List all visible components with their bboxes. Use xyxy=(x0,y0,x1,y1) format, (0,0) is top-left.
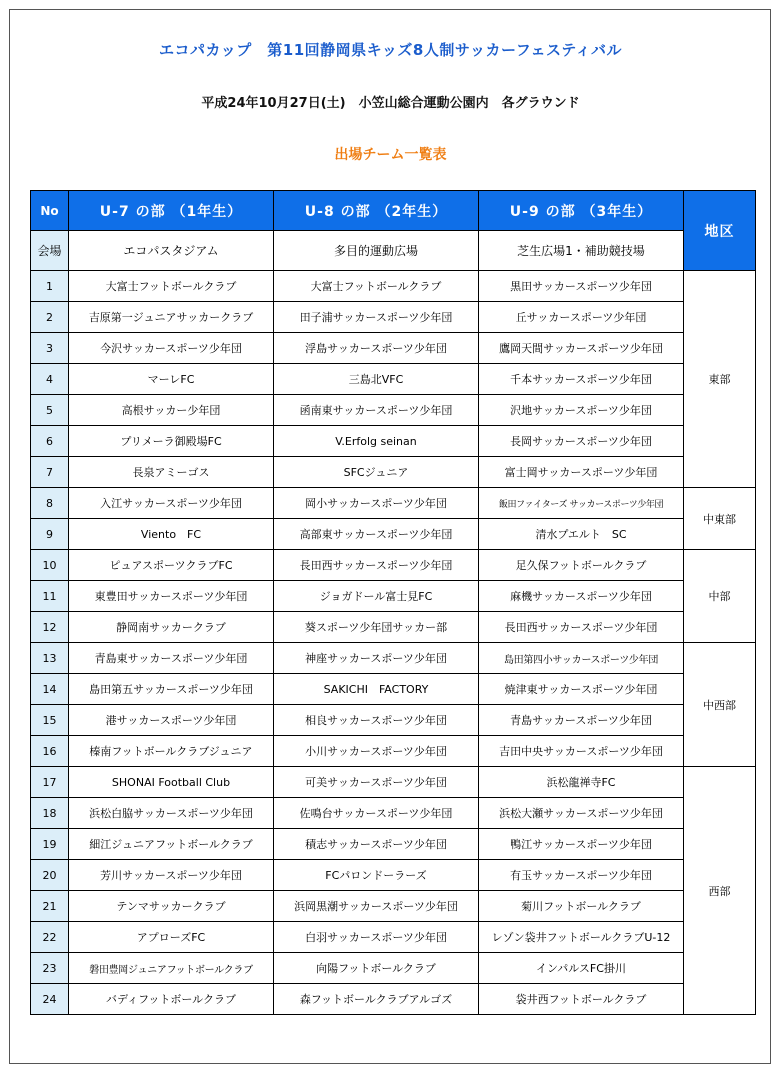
team-u7: 芳川サッカースポーツ少年団 xyxy=(69,860,274,891)
table-row xyxy=(31,798,756,829)
table-row xyxy=(31,705,756,736)
team-u8: 葵スポーツ少年団サッカー部 xyxy=(274,612,479,643)
row-number: 22 xyxy=(31,922,69,953)
row-number: 9 xyxy=(31,519,69,550)
team-u7: 長泉アミーゴス xyxy=(69,457,274,488)
venue-row xyxy=(31,231,756,271)
table-row xyxy=(31,519,756,550)
row-number: 5 xyxy=(31,395,69,426)
table-row xyxy=(31,333,756,364)
table-row xyxy=(31,953,756,984)
row-number: 11 xyxy=(31,581,69,612)
row-number: 3 xyxy=(31,333,69,364)
team-u8: 函南東サッカースポーツ少年団 xyxy=(274,395,479,426)
team-u9: 黒田サッカースポーツ少年団 xyxy=(479,271,684,302)
row-number: 20 xyxy=(31,860,69,891)
team-u7: SHONAI Football Club xyxy=(69,767,274,798)
team-u9: 吉田中央サッカースポーツ少年団 xyxy=(479,736,684,767)
team-u8: 森フットボールクラブアルゴズ xyxy=(274,984,479,1015)
team-u7: アプローズFC xyxy=(69,922,274,953)
region-cell: 東部 xyxy=(684,271,756,488)
team-u8: 長田西サッカースポーツ少年団 xyxy=(274,550,479,581)
row-number: 1 xyxy=(31,271,69,302)
team-u8: FCパロンドーラーズ xyxy=(274,860,479,891)
team-u9: 青島サッカースポーツ少年団 xyxy=(479,705,684,736)
team-u9: 菊川フットボールクラブ xyxy=(479,891,684,922)
team-u8: ジョガドール富士見FC xyxy=(274,581,479,612)
row-number: 16 xyxy=(31,736,69,767)
team-u9: 千本サッカースポーツ少年団 xyxy=(479,364,684,395)
team-u8: 相良サッカースポーツ少年団 xyxy=(274,705,479,736)
table-row xyxy=(31,736,756,767)
row-number: 13 xyxy=(31,643,69,674)
row-number: 17 xyxy=(31,767,69,798)
team-u8: 小川サッカースポーツ少年団 xyxy=(274,736,479,767)
team-u7: 島田第五サッカースポーツ少年団 xyxy=(69,674,274,705)
team-u9: 丘サッカースポーツ少年団 xyxy=(479,302,684,333)
team-u9: レゾン袋井フットボールクラブU-12 xyxy=(479,922,684,953)
team-u9: 長田西サッカースポーツ少年団 xyxy=(479,612,684,643)
row-number: 24 xyxy=(31,984,69,1015)
table-row xyxy=(31,612,756,643)
row-number: 12 xyxy=(31,612,69,643)
row-number: 10 xyxy=(31,550,69,581)
header-u7: U-7 の部 （1年生） xyxy=(69,191,274,231)
event-date-venue: 平成24年10月27日(土) 小笠山総合運動公園内 各グラウンド xyxy=(201,96,580,111)
table-header-row xyxy=(31,191,756,231)
region-cell: 中部 xyxy=(684,550,756,643)
team-u8: 向陽フットボールクラブ xyxy=(274,953,479,984)
team-u9: 島田第四小サッカースポーツ少年団 xyxy=(479,643,684,674)
venue-u9: 芝生広場1・補助競技場 xyxy=(479,231,684,271)
region-cell: 中東部 xyxy=(684,488,756,550)
team-u7: バディフットボールクラブ xyxy=(69,984,274,1015)
table-row xyxy=(31,767,756,798)
region-cell: 西部 xyxy=(684,767,756,1015)
table-row xyxy=(31,984,756,1015)
team-u7: 静岡南サッカークラブ xyxy=(69,612,274,643)
table-row xyxy=(31,674,756,705)
team-u8: 岡小サッカースポーツ少年団 xyxy=(274,488,479,519)
team-u9: 足久保フットボールクラブ xyxy=(479,550,684,581)
team-u7: 今沢サッカースポーツ少年団 xyxy=(69,333,274,364)
table-row xyxy=(31,364,756,395)
header-u8: U-8 の部 （2年生） xyxy=(274,191,479,231)
team-u8: 三島北VFC xyxy=(274,364,479,395)
team-u9: 清水プエルト SC xyxy=(479,519,684,550)
team-u8: 浮島サッカースポーツ少年団 xyxy=(274,333,479,364)
row-number: 18 xyxy=(31,798,69,829)
team-u9: 焼津東サッカースポーツ少年団 xyxy=(479,674,684,705)
team-u8: 佐鳴台サッカースポーツ少年団 xyxy=(274,798,479,829)
team-u8: 田子浦サッカースポーツ少年団 xyxy=(274,302,479,333)
table-row xyxy=(31,457,756,488)
row-number: 23 xyxy=(31,953,69,984)
team-u7: 浜松白脇サッカースポーツ少年団 xyxy=(69,798,274,829)
team-u7: ピュアスポーツクラブFC xyxy=(69,550,274,581)
team-u7: マーレFC xyxy=(69,364,274,395)
header-region: 地区 xyxy=(684,191,756,271)
team-u8: V.Erfolg seinan xyxy=(274,426,479,457)
row-number: 8 xyxy=(31,488,69,519)
team-u7: 東豊田サッカースポーツ少年団 xyxy=(69,581,274,612)
table-row xyxy=(31,860,756,891)
table-row xyxy=(31,550,756,581)
team-u8: 積志サッカースポーツ少年団 xyxy=(274,829,479,860)
document-subtitle: 出場チーム一覧表 xyxy=(334,147,447,163)
table-row xyxy=(31,302,756,333)
team-roster-table xyxy=(30,190,756,1015)
table-row xyxy=(31,891,756,922)
team-u7: 細江ジュニアフットボールクラブ xyxy=(69,829,274,860)
team-u7: テンマサッカークラブ xyxy=(69,891,274,922)
team-u7: 吉原第一ジュニアサッカークラブ xyxy=(69,302,274,333)
team-u9: 沢地サッカースポーツ少年団 xyxy=(479,395,684,426)
team-u7: 榛南フットボールクラブジュニア xyxy=(69,736,274,767)
row-number: 2 xyxy=(31,302,69,333)
row-number: 21 xyxy=(31,891,69,922)
team-u8: 高部東サッカースポーツ少年団 xyxy=(274,519,479,550)
team-u9: 鷹岡天間サッカースポーツ少年団 xyxy=(479,333,684,364)
header-no: No xyxy=(31,191,69,231)
team-u7: 港サッカースポーツ少年団 xyxy=(69,705,274,736)
row-number: 19 xyxy=(31,829,69,860)
table-row xyxy=(31,488,756,519)
row-number: 6 xyxy=(31,426,69,457)
team-u8: SFCジュニア xyxy=(274,457,479,488)
team-u8: SAKICHI FACTORY xyxy=(274,674,479,705)
table-row xyxy=(31,643,756,674)
team-u8: 大富士フットボールクラブ xyxy=(274,271,479,302)
team-u7: Viento FC xyxy=(69,519,274,550)
venue-u7: エコパスタジアム xyxy=(69,231,274,271)
table-row xyxy=(31,271,756,302)
team-u7: 青島東サッカースポーツ少年団 xyxy=(69,643,274,674)
venue-u8: 多目的運動広場 xyxy=(274,231,479,271)
team-u9: 浜松大瀬サッカースポーツ少年団 xyxy=(479,798,684,829)
team-u7: 大富士フットボールクラブ xyxy=(69,271,274,302)
team-u9: 飯田ファイターズ サッカースポーツ少年団 xyxy=(479,488,684,519)
row-number: 7 xyxy=(31,457,69,488)
team-u7: プリメーラ御殿場FC xyxy=(69,426,274,457)
team-u9: インパルスFC掛川 xyxy=(479,953,684,984)
team-u9: 有玉サッカースポーツ少年団 xyxy=(479,860,684,891)
table-row xyxy=(31,829,756,860)
header-u9: U-9 の部 （3年生） xyxy=(479,191,684,231)
team-u7: 磐田豊岡ジュニアフットボールクラブ xyxy=(69,953,274,984)
team-u9: 麻機サッカースポーツ少年団 xyxy=(479,581,684,612)
table-row xyxy=(31,426,756,457)
team-u7: 高根サッカー少年団 xyxy=(69,395,274,426)
team-u8: 神座サッカースポーツ少年団 xyxy=(274,643,479,674)
row-number: 4 xyxy=(31,364,69,395)
table-row xyxy=(31,581,756,612)
table-row xyxy=(31,395,756,426)
team-u8: 浜岡黒潮サッカースポーツ少年団 xyxy=(274,891,479,922)
row-number: 14 xyxy=(31,674,69,705)
team-u9: 袋井西フットボールクラブ xyxy=(479,984,684,1015)
table-row xyxy=(31,922,756,953)
team-u7: 入江サッカースポーツ少年団 xyxy=(69,488,274,519)
row-number: 15 xyxy=(31,705,69,736)
team-u9: 鴨江サッカースポーツ少年団 xyxy=(479,829,684,860)
team-u8: 可美サッカースポーツ少年団 xyxy=(274,767,479,798)
document-title: エコパカップ 第11回静岡県キッズ8人制サッカーフェスティバル xyxy=(158,41,623,59)
team-u9: 長岡サッカースポーツ少年団 xyxy=(479,426,684,457)
venue-label: 会場 xyxy=(31,231,69,271)
team-u8: 白羽サッカースポーツ少年団 xyxy=(274,922,479,953)
team-u9: 浜松龍禅寺FC xyxy=(479,767,684,798)
team-u9: 富士岡サッカースポーツ少年団 xyxy=(479,457,684,488)
region-cell: 中西部 xyxy=(684,643,756,767)
